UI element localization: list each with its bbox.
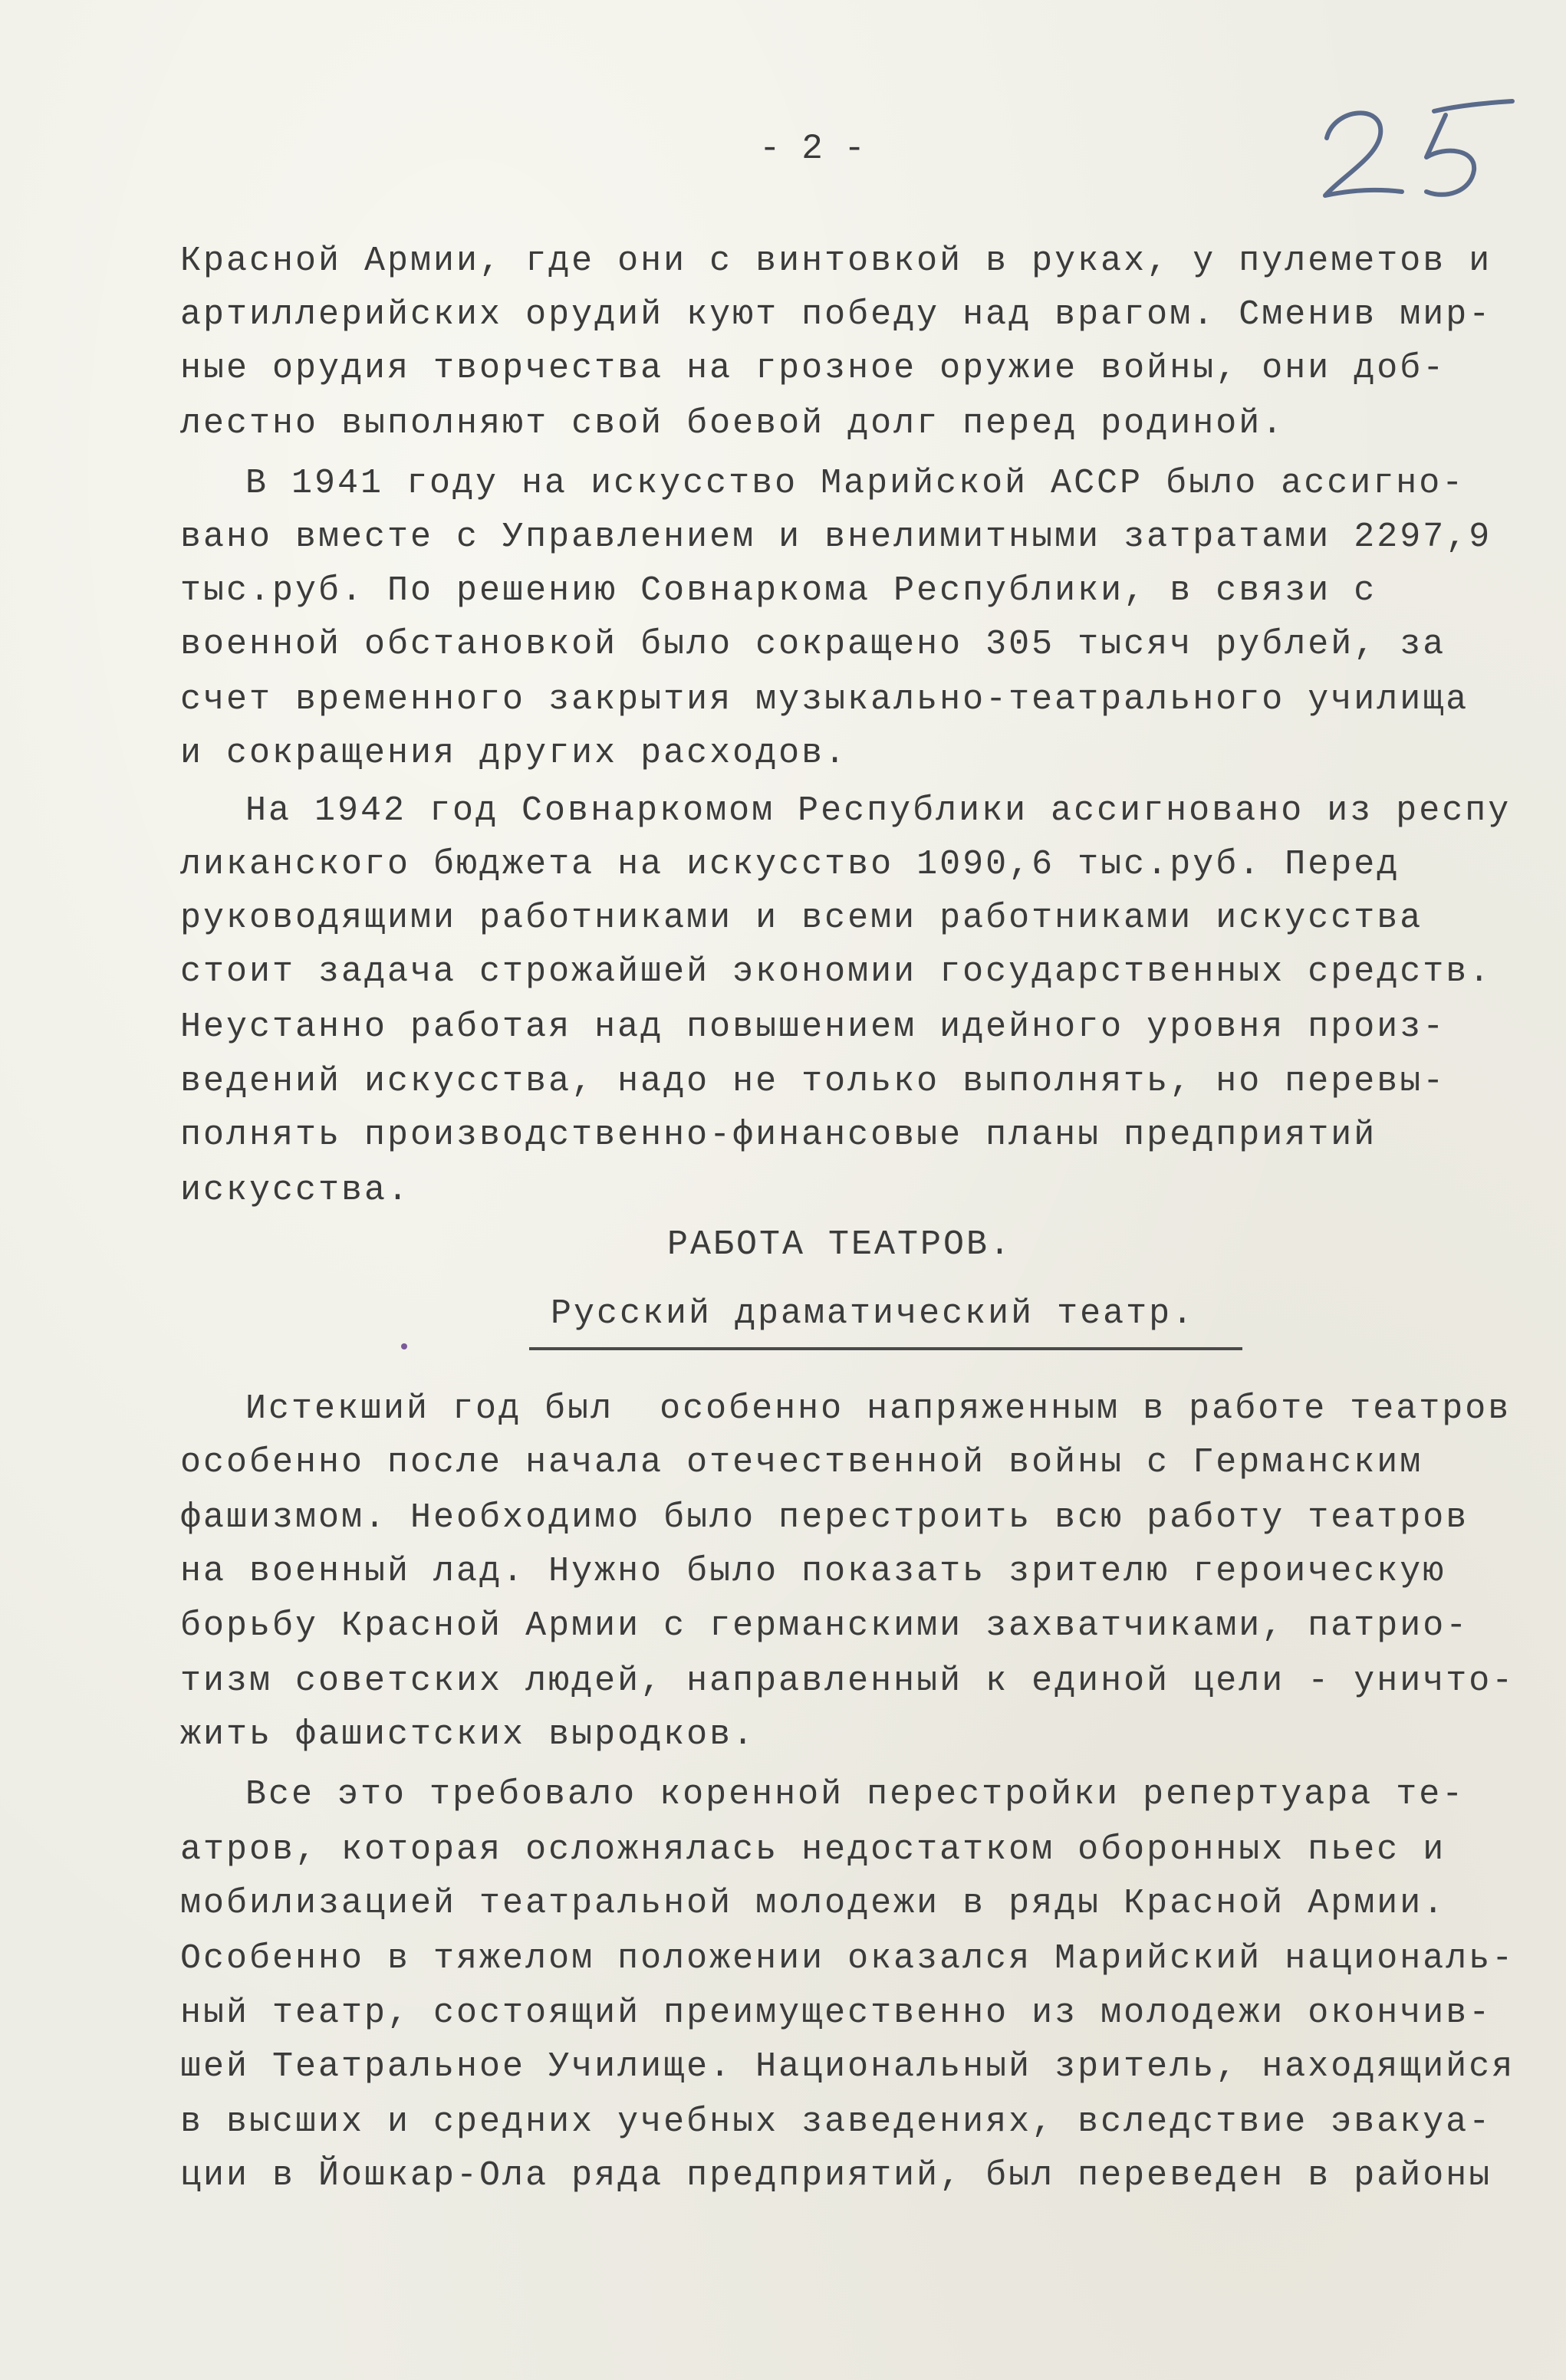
- text-line: борьбу Красной Армии с германскими захватчиками, патрио-: [180, 1606, 1469, 1645]
- text-line: Красной Армии, где они с винтовкой в руках, у пулеметов и: [180, 242, 1492, 281]
- text-line: руководящими работниками и всеми работниками искусства: [180, 899, 1423, 938]
- text-line: на военный лад. Нужно было показать зрителю героическую: [180, 1552, 1446, 1591]
- text-line: жить фашистских выродков.: [180, 1715, 756, 1754]
- text-line: В 1941 году на искусство Марийской АССР было ассигно-: [245, 464, 1466, 503]
- text-line: ведений искусства, надо не только выполнять, но перевы-: [180, 1062, 1446, 1101]
- text-line: ции в Йошкар-Ола ряда предприятий, был переведен в районы: [180, 2156, 1492, 2195]
- text-line: артиллерийских орудий куют победу над врагом. Сменив мир-: [180, 295, 1492, 334]
- text-line: фашизмом. Необходимо было перестроить всю работу театров: [180, 1498, 1469, 1537]
- text-line: полнять производственно-финансовые планы предприятий: [180, 1116, 1377, 1155]
- text-line: счет временного закрытия музыкально-театрального училища: [180, 680, 1469, 719]
- section-heading: РАБОТА ТЕАТРОВ.: [667, 1225, 1013, 1264]
- text-line: Особенно в тяжелом положении оказался Марийский националь-: [180, 1939, 1515, 1978]
- text-line: Истекший год был особенно напряженным в работе театров: [245, 1389, 1512, 1428]
- text-line: в высших и средних учебных заведениях, вследствие эвакуа-: [180, 2102, 1492, 2142]
- text-line: лестно выполняют свой боевой долг перед родиной.: [180, 404, 1285, 443]
- heading-underline: [529, 1347, 1242, 1350]
- text-line: ный театр, состоящий преимущественно из молодежи окончив-: [180, 1994, 1492, 2033]
- text-line: стоит задача строжайшей экономии государственных средств.: [180, 952, 1492, 991]
- text-line: шей Театральное Училище. Национальный зритель, находящийся: [180, 2047, 1515, 2086]
- archive-number-handwritten: [1311, 84, 1526, 207]
- text-line: искусства.: [180, 1171, 411, 1210]
- text-line: Все это требовало коренной перестройки репертуара те-: [245, 1775, 1466, 1814]
- text-line: мобилизацией театральной молодежи в ряды Красной Армии.: [180, 1884, 1446, 1923]
- text-line: тыс.руб. По решению Совнаркома Республики, в связи с: [180, 571, 1377, 610]
- text-line: атров, которая осложнялась недостатком оборонных пьес и: [180, 1830, 1446, 1869]
- subsection-heading: Русский драматический театр.: [551, 1294, 1196, 1333]
- text-line: На 1942 год Совнаркомом Республики ассигновано из респу: [245, 791, 1512, 830]
- page-number: - 2 -: [759, 129, 866, 169]
- text-line: особенно после начала отечественной войны с Германским: [180, 1443, 1423, 1482]
- text-line: ликанского бюджета на искусство 1090,6 тыс.руб. Перед: [180, 845, 1400, 884]
- text-line: военной обстановкой было сокращено 305 тысяч рублей, за: [180, 625, 1446, 664]
- ink-mark: [401, 1343, 407, 1349]
- text-line: вано вместе с Управлением и внелимитными затратами 2297,9: [180, 518, 1492, 557]
- text-line: Неустанно работая над повышением идейного уровня произ-: [180, 1008, 1446, 1047]
- text-line: ные орудия творчества на грозное оружие войны, они доб-: [180, 349, 1446, 388]
- text-line: тизм советских людей, направленный к единой цели - уничто-: [180, 1662, 1515, 1701]
- text-line: и сокращения других расходов.: [180, 734, 848, 773]
